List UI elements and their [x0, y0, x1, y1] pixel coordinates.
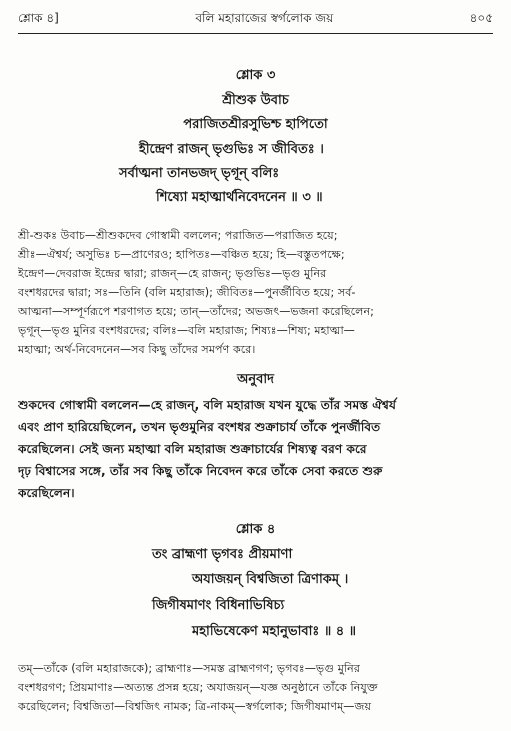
translation-line: করেছিলেন। সেই জন্য মহাত্মা বলি মহারাজ শুক্রাচার্যের শিষ্যত্ব বরণ করে — [18, 442, 367, 456]
header-verse-ref: শ্লোক ৪] — [18, 11, 59, 25]
gloss-line: শ্রীঃ—ঐশ্বর্য; অসুভিঃ চ—প্রাণেরও; হাপিতঃ—বঞ্চিত হয়ে; হি—বস্তুতপক্ষে; — [18, 248, 345, 261]
verse-4-line-3: জিগীষমাণং বিধিনাভিষিচ্য — [152, 598, 285, 613]
gloss-line: ভৃগূন্—ভৃগু মুনির বংশধরদের; বলিঃ—বলি মহারাজ; শিষ্যঃ—শিষ্য; মহাত্মা— — [18, 324, 355, 337]
verse-3-line-3: হীন্দ্রেণ রাজন্ ভৃগুভিঃ স জীবিতঃ । — [139, 142, 324, 157]
gloss-line: আত্মনা—সম্পূর্ণরূপে শরণাগত হয়ে; তান্—তাঁদের; অভজৎ—ভজনা করেছিলেন; — [18, 305, 374, 318]
translation-heading: অনুবাদ — [237, 372, 274, 387]
word-gloss-3 — [18, 226, 493, 359]
verse-3-line-4: সর্বাত্মনা তানভজদ্ ভৃগূন্ বলিঃ — [119, 166, 280, 181]
gloss-line: শ্রী-শুকঃ উবাচ—শ্রীশুকদেব গোস্বামী বললেন; পরাজিত—পরাজিত হয়ে; — [18, 229, 338, 242]
gloss-line: মহাত্মা; অর্থ-নিবেদনেন—সব কিছু তাঁদের সমর্পণ করে। — [18, 343, 256, 356]
translation-line: শুকদেব গোস্বামী বললেন—হে রাজন্, বলি মহারাজ যখন যুদ্ধে তাঁর সমস্ত ঐশ্বর্য — [18, 398, 396, 412]
verse-4-line-1: তং ব্রাহ্মণা ভৃগবঃ প্রীয়মাণা — [152, 547, 293, 562]
verse-3-line-1: শ্রীশুক উবাচ — [222, 93, 289, 108]
verse-3-line-2: পরাজিতশ্রীরসুভিশ্চ হাপিতো — [183, 117, 328, 132]
running-header — [18, 10, 493, 30]
header-rule — [18, 33, 493, 34]
gloss-line: বংশধরদের দ্বারা; সঃ—তিনি (বলি মহারাজ); জীবিতঃ—পুনর্জীবিত হয়ে; সর্ব- — [18, 286, 356, 299]
gloss-line: তম্—তাঁকে (বলি মহারাজকে); ব্রাহ্মণাঃ—সমস্ত ব্রাহ্মণগণ; ভৃগবঃ—ভৃগু মুনির — [18, 662, 360, 675]
verse-4-line-2: অযাজয়ন্ বিশ্বজিতা ত্রিণাকম্ । — [192, 572, 349, 587]
verse-3-heading: শ্লোক ৩ — [235, 68, 276, 83]
header-chapter-title: বলি মহারাজের স্বর্গলোক জয় — [195, 11, 334, 25]
gloss-line: ইন্দ্রেণ—দেবরাজ ইন্দ্রের দ্বারা; রাজন্—হে রাজন্; ভৃগুভিঃ—ভৃগু মুনির — [18, 267, 327, 280]
translation-text — [18, 394, 493, 504]
verse-4-heading: শ্লোক ৪ — [235, 522, 276, 537]
translation-line: করেছিলেন। — [18, 486, 75, 500]
header-page-number: ৪০৫ — [469, 11, 493, 25]
gloss-line: বংশধরগণ; প্রিয়মাণাঃ—অত্যন্ত প্রসন্ন হয়ে; অযাজয়ন্—যজ্ঞ অনুষ্ঠানে তাঁকে নিযুক্ত — [18, 681, 378, 694]
verse-3-line-5: শিষ্যো মহাত্মার্থনিবেদনেন ॥ ৩ ॥ — [156, 190, 323, 205]
translation-line: এবং প্রাণ হারিয়েছিলেন, তখন ভৃগুমুনির বংশধর শুক্রাচার্য তাঁকে পুনর্জীবিত — [18, 420, 381, 434]
verse-4-line-4: মহাভিষেকেণ মহানুভাবাঃ ॥ ৪ ॥ — [192, 624, 357, 639]
gloss-line: করেছিলেন; বিশ্বজিতা—বিশ্বজিৎ নামক; ত্রি-নাকম্—স্বর্গলোক; জিগীষমাণম্—জয় — [18, 700, 372, 713]
translation-line: দৃঢ় বিশ্বাসের সঙ্গে, তাঁর সব কিছু তাঁকে নিবেদন করে তাঁকে সেবা করতে শুরু — [18, 464, 383, 478]
word-gloss-4 — [18, 659, 493, 716]
